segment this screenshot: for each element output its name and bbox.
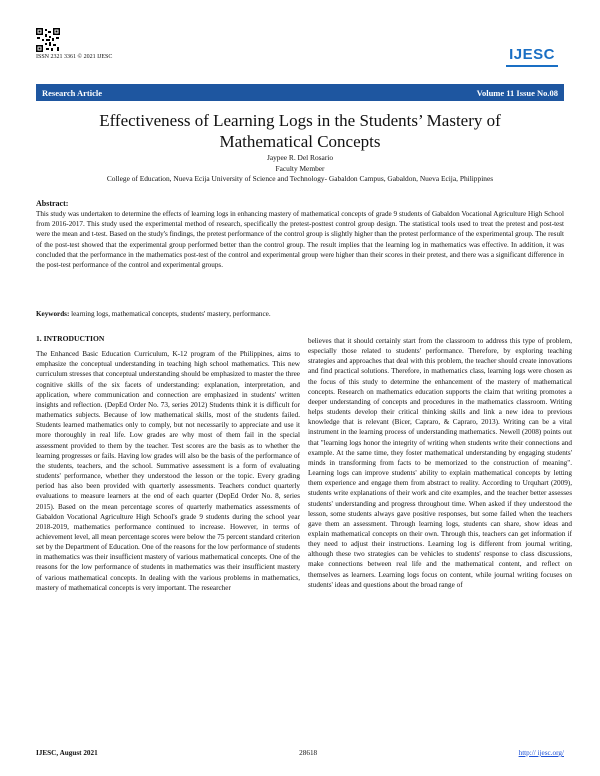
footer-journal: IJESC, August 2021 <box>36 749 98 757</box>
right-column <box>308 336 572 746</box>
abstract-text: This study was undertaken to determine the effects of learning logs in enhancing mastery of mathematical concepts of grade 9 students of Gabaldon Vocational Agriculture High School from 2016-2017. This study used the experimental method of research, specifically the pretest-posttest control group design. The statistical tools used to treat the pretest and post-test were the mean and t-test. Based on the study's findings, the pretest performance of the control group is slightly higher than the pretest performance of the experimental group. The result of the post-test showed that the experimental group performed better than the control group. The result implies that the learning log in mathematics was effective. In addition, it was concluded that the performance in the mathematics post-test of the control and experimental group were higher than their scores in their pretest, and there was a significant difference in the post-test performance of the control and experimental groups. <box>36 210 564 270</box>
author-block <box>36 153 564 185</box>
issn-line: ISSN 2321 3361 © 2021 IJESC <box>36 54 113 60</box>
keywords-text: learning logs, mathematical concepts, students' mastery, performance. <box>71 310 271 318</box>
author-affiliation: College of Education, Nueva Ecija University of Science and Technology- Gabaldon Campus, Gabaldon, Nueva Ecija, Philippines <box>106 174 494 184</box>
article-type: Research Article <box>42 87 103 98</box>
journal-logo <box>500 38 564 72</box>
left-column <box>36 334 300 744</box>
logo-text: IJESC <box>509 46 555 63</box>
section-heading: 1. INTRODUCTION <box>36 334 105 343</box>
keywords-line <box>36 309 564 319</box>
qr-code-icon <box>36 28 60 52</box>
volume-issue: Volume 11 Issue No.08 <box>476 87 558 98</box>
logo-underline <box>506 65 558 67</box>
keywords-label: Keywords: <box>36 310 70 318</box>
abstract-heading: Abstract: <box>36 199 69 208</box>
article-banner <box>36 84 564 101</box>
page-footer <box>36 746 564 760</box>
author-name: Jaypee R. Del Rosario <box>266 153 334 162</box>
intro-paragraph-left: The Enhanced Basic Education Curriculum, K-12 program of the Philippines, aims to emphasize the conceptual understanding in teaching high school mathematics. This new curriculum stresses that conceptual understanding should be emphasized to master the three cognitive skills of the six facets of understanding: explanation, interpretation, and application, where communication and connection are emphasized in students' written insights and reflection. (DepEd Order No. 73, series 2012) Students think it is difficult for mathematics subjects. Because of low mathematical skills, most of the students failed. Students learned mathematics only to comply, but not necessarily to appreciate and use it more thoroughly in real life. Low grades are why most of them fail in the special assessment provided to them by the teacher. Test scores are the basis as to whether the learning progresses or fails. Having low grades will also be the basis of the performance of the students, teachers, and the school. Summative assessment is a form of evaluating students' performance, whether they understood the lesson or the topic. Every grading period has also been provided with quarterly assessments. Teachers conduct quarterly evaluations to measure learners at the end of each quarter (DepEd Order No. 8, series 2015). Based on the mean percentage scores of quarterly mathematics assessments of Gabaldon Vocational Agriculture High School's grade 9 students during the school year 2018-2019, mathematics performance continued to increase. However, in terms of achievement level, all mean percentage scores were below the 75 percent standard criterion set by the Department of Education. One of the reasons for the low performance of students in mathematics was their insufficient mastery of various mathematical concepts. One of the reasons for the low performance of students in mathematics was their insufficient mastery of various mathematical concepts. In dealing with the various problems in mathematics, mastery of mathematical concepts is very important. The researcher <box>36 350 300 592</box>
paper-title: Effectiveness of Learning Logs in the Students’ Mastery of Mathematical Concepts <box>99 111 501 151</box>
intro-paragraph-right: believes that it should certainly start from the classroom to address this type of problem, especially those related to students' performance. Therefore, by exploring teaching strategies and approaches that deal with this problem, the teacher should create innovations and find practical solutions. Therefore, in mathematics class, learning logs were chosen as the focus of this study to determine the enhancement of the mastery of mathematical concepts. Research on mathematics education supports the claim that writing promotes a deeper understanding of concepts and procedures in the mathematics classroom. Writing helps students develop their critical thinking skills and link a new idea to previous knowledge that is relevant (Bicer, Capraro, & Capraro, 2013). Writing can be a vital instrument in the learning process of understanding mathematics. Newell (2008) points out that "learning logs honor the integrity of writing when students write their connections and example. At the same time, they foster mathematical understanding by engaging students' minds in transforming from facts to be memorized to the construction of meaning". Learning logs can improve students' ability to explain mathematical concepts by letting them experience and engage them from abstract to reality. According to Urquhart (2009), students write explanations of their work and cite examples, and the teacher better assesses students' understanding and progress throughout time. When asked if they understood the lesson, some students always gave positive responses, but some failed when the teachers gave them an assessment. Through learning logs, students can share, show ideas and explain mathematical concepts on their own. Through this, teachers can get information if they need to adjust their instructions. Learning log is different from journal writing, although these two strategies can be vehicles to students' response to class discussions, make connections between real life and the mathematical content, and reflect on themselves as learners. Learning logs focus on content, while journal writing focuses on students' ideas and questions about the broad range of <box>308 337 572 589</box>
author-role: Faculty Member <box>275 163 325 173</box>
page-number: 28618 <box>299 749 318 757</box>
journal-link[interactable]: http:// ijesc.org/ <box>518 749 564 757</box>
